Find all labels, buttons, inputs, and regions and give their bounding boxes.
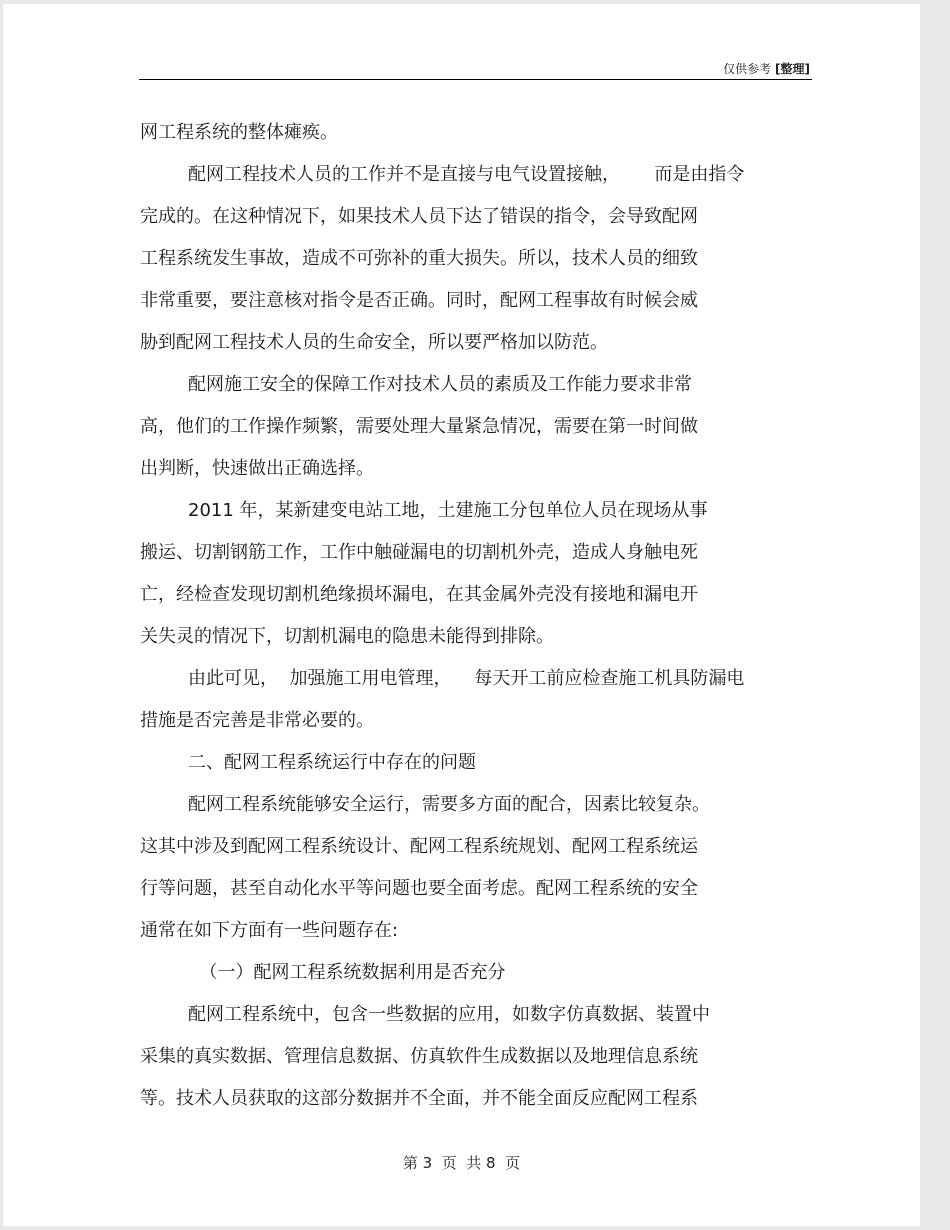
text-line: 高，他们的工作操作频繁，需要处理大量紧急情况，需要在第一时间做 xyxy=(140,416,698,437)
text-line: 采集的真实数据、管理信息数据、仿真软件生成数据以及地理信息系统 xyxy=(140,1046,698,1067)
text-line: 出判断，快速做出正确选择。 xyxy=(140,458,374,479)
header-tag: [整理] xyxy=(775,62,810,76)
text-line: 配网工程系统中，包含一些数据的应用，如数字仿真数据、装置中 xyxy=(188,1004,710,1025)
page-footer: 第 3 页 共 8 页 xyxy=(402,1154,521,1172)
text-line: 通常在如下方面有一些问题存在: xyxy=(140,920,399,941)
text-line: 胁到配网工程技术人员的生命安全，所以要严格加以防范。 xyxy=(140,332,608,353)
header-note: 仅供参考 xyxy=(723,62,772,76)
text-line: 关失灵的情况下，切割机漏电的隐患未能得到排除。 xyxy=(140,626,554,647)
text-line: 配网施工安全的保障工作对技术人员的素质及工作能力要求非常 xyxy=(188,374,692,395)
text-line: 搬运、切割钢筋工作，工作中触碰漏电的切割机外壳，造成人身触电死 xyxy=(140,542,698,563)
text-line: 配网工程系统能够安全运行，需要多方面的配合，因素比较复杂。 xyxy=(188,794,710,815)
header-divider xyxy=(139,79,812,80)
page-header xyxy=(723,60,810,77)
text-line: 非常重要，要注意核对指令是否正确。同时，配网工程事故有时候会威 xyxy=(140,290,698,311)
text-line: （一）配网工程系统数据利用是否充分 xyxy=(188,962,506,983)
text-line: 亡，经检查发现切割机绝缘损坏漏电，在其金属外壳没有接地和漏电开 xyxy=(140,584,698,605)
text-line: 由此可见， 加强施工用电管理， 每天开工前应检查施工机具防漏电 xyxy=(188,668,745,689)
text-line: 措施是否完善是非常必要的。 xyxy=(140,710,374,731)
text-line: 这其中涉及到配网工程系统设计、配网工程系统规划、配网工程系统运 xyxy=(140,836,698,857)
text-line: 完成的。在这种情况下，如果技术人员下达了错误的指令，会导致配网 xyxy=(140,206,698,227)
document-page xyxy=(3,4,920,1226)
text-line: 行等问题，甚至自动化水平等问题也要全面考虑。配网工程系统的安全 xyxy=(140,878,698,899)
text-line: 等。技术人员获取的这部分数据并不全面，并不能全面反应配网工程系 xyxy=(140,1088,698,1109)
text-line: 工程系统发生事故，造成不可弥补的重大损失。所以，技术人员的细致 xyxy=(140,248,698,269)
text-line: 网工程系统的整体瘫痪。 xyxy=(140,122,338,143)
text-line: 二、配网工程系统运行中存在的问题 xyxy=(188,752,476,773)
document-body xyxy=(140,112,830,1120)
text-line: 配网工程技术人员的工作并不是直接与电气设置接触， 而是由指令 xyxy=(188,164,745,185)
text-line: 2011 年，某新建变电站工地，土建施工分包单位人员在现场从事 xyxy=(188,500,708,521)
